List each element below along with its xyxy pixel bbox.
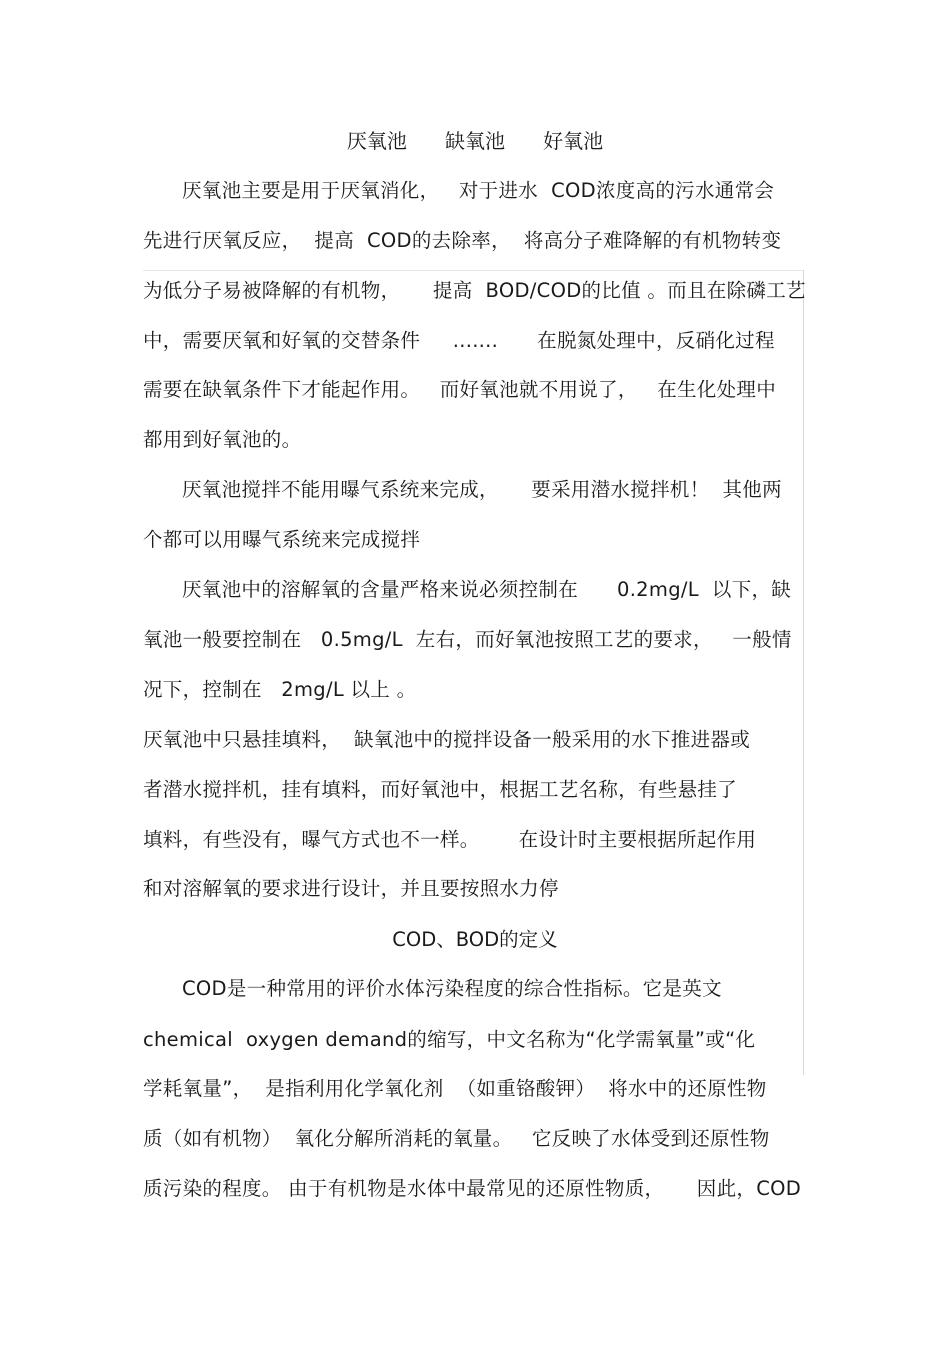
- paragraph-3-line-2: 氧池一般要控制在 0.5mg/L 左右，而好氧池按照工艺的要求， 一般情: [143, 628, 792, 651]
- paragraph-4-line-2: 者潜水搅拌机，挂有填料，而好氧池中，根据工艺名称，有些悬挂了: [143, 778, 738, 801]
- paragraph-5-line-3: 学耗氧量”， 是指利用化学氧化剂 （如重铬酸钾） 将水中的还原性物: [143, 1077, 767, 1100]
- section-subtitle: COD、BOD的定义: [392, 928, 558, 951]
- paragraph-1-line-5: 需要在缺氧条件下才能起作用。 而好氧池就不用说了， 在生化处理中: [143, 378, 776, 401]
- paragraph-5-line-1: COD是一种常用的评价水体污染程度的综合性指标。它是英文: [143, 977, 722, 1000]
- paragraph-2-line-1: 厌氧池搅拌不能用曝气系统来完成， 要采用潜水搅拌机！ 其他两: [143, 478, 782, 501]
- scan-frame-right-border: [803, 270, 804, 1075]
- page-title: 厌氧池 缺氧池 好氧池: [346, 129, 604, 153]
- paragraph-5-line-2: chemical oxygen demand的缩写，中文名称为“化学需氧量”或“化: [143, 1028, 756, 1051]
- scan-frame-top-border: [143, 270, 804, 271]
- paragraph-1-line-3: 为低分子易被降解的有机物， 提高 BOD/COD的比值 。而且在除磷工艺: [143, 279, 806, 302]
- paragraph-3-line-3: 况下，控制在 2mg/L 以上 。: [143, 678, 417, 701]
- paragraph-5-line-4: 质（如有机物） 氧化分解所消耗的氧量。 它反映了水体受到还原性物: [143, 1127, 770, 1150]
- paragraph-1-line-2: 先进行厌氧反应， 提高 COD的去除率， 将高分子难降解的有机物转变: [143, 229, 782, 252]
- paragraph-2-line-2: 个都可以用曝气系统来完成搅拌: [143, 528, 421, 551]
- paragraph-4-line-1: 厌氧池中只悬挂填料， 缺氧池中的搅拌设备一般采用的水下推进器或: [143, 728, 750, 751]
- paragraph-4-line-3: 填料，有些没有，曝气方式也不一样。 在设计时主要根据所起作用: [143, 828, 757, 851]
- paragraph-4-line-4: 和对溶解氧的要求进行设计，并且要按照水力停: [143, 877, 559, 900]
- paragraph-5-line-5: 质污染的程度。 由于有机物是水体中最常见的还原性物质， 因此，COD: [143, 1177, 802, 1200]
- paragraph-3-line-1: 厌氧池中的溶解氧的含量严格来说必须控制在 0.2mg/L 以下，缺: [143, 578, 792, 601]
- paragraph-1-line-6: 都用到好氧池的。: [143, 428, 302, 451]
- paragraph-1-line-1: 厌氧池主要是用于厌氧消化， 对于进水 COD浓度高的污水通常会: [143, 179, 775, 202]
- paragraph-1-line-4: 中，需要厌氧和好氧的交替条件 ....... 在脱氮处理中，反硝化过程: [143, 329, 775, 352]
